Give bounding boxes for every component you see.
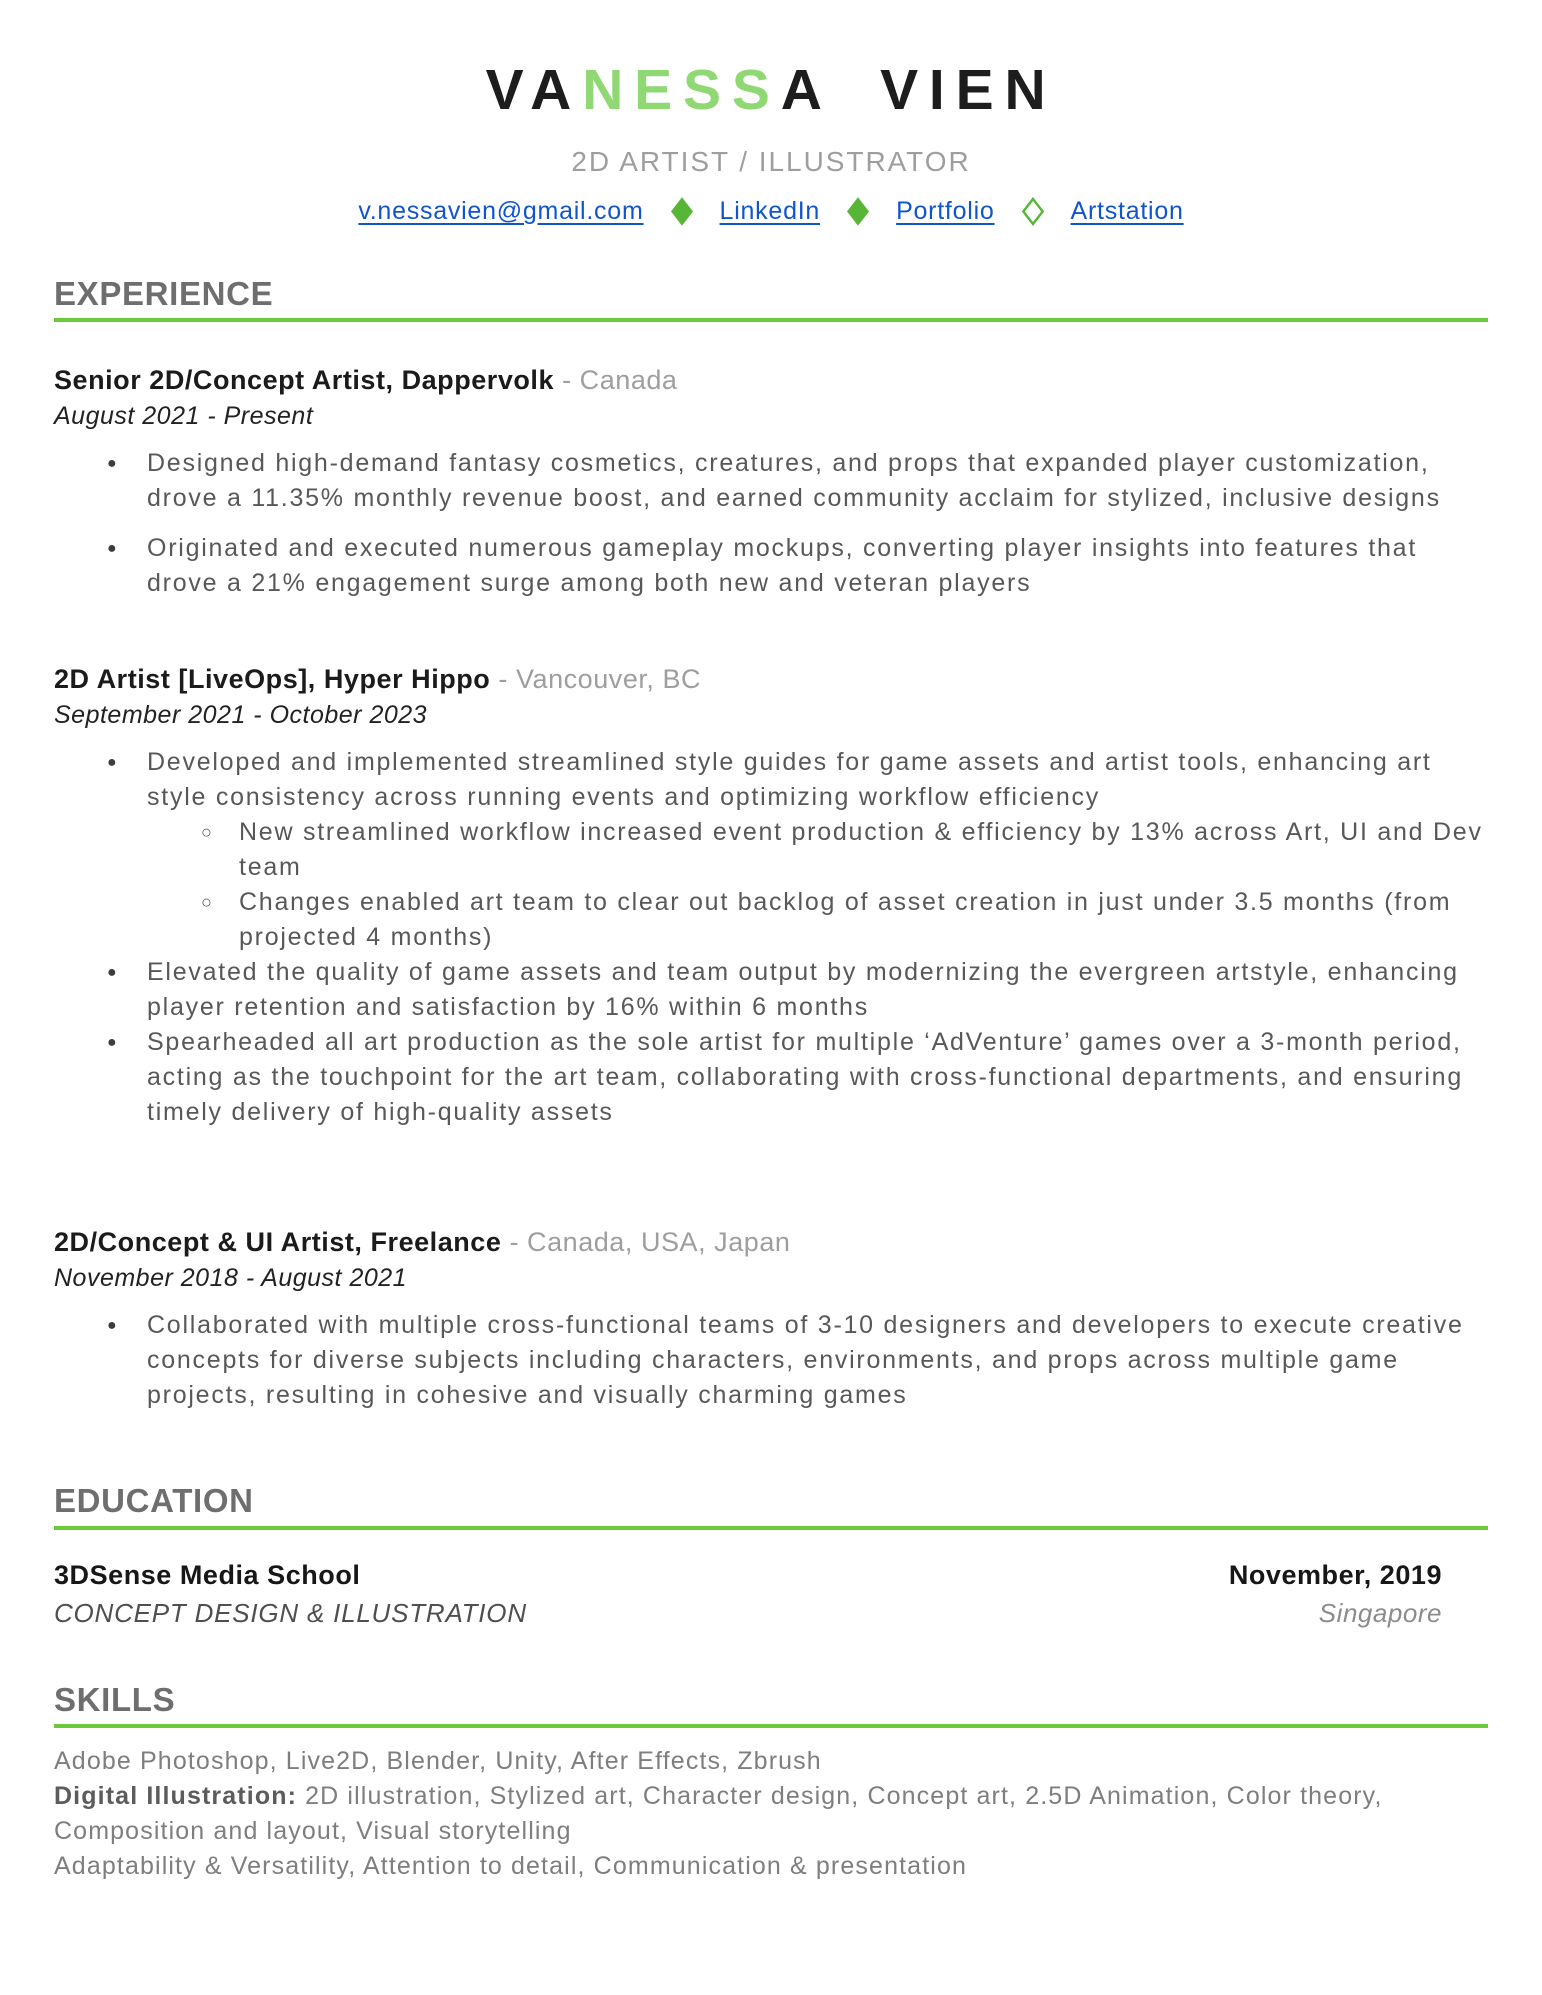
education-heading: EDUCATION	[54, 1482, 254, 1520]
name-segment: VA	[485, 58, 583, 122]
artstation-link[interactable]: Artstation	[1070, 197, 1184, 225]
skills-line-illustration	[54, 1779, 1488, 1849]
job-location: - Canada	[562, 365, 678, 396]
bullet-text: Elevated the quality of game assets and team output by modernizing the evergreen artstyle, enhancing player retention and satisfaction by 16% within 6 months	[147, 958, 1459, 1022]
job-bullet-list	[54, 1308, 1488, 1413]
skills-text	[54, 1744, 1488, 1884]
job-bullet-list	[54, 745, 1488, 1130]
job-entry-hyper-hippo	[54, 661, 1488, 1130]
section-divider	[54, 1724, 1488, 1728]
sub-bullet-item: ○ New streamlined workflow increased event production & efficiency by 13% across Art, UI and Dev team	[239, 815, 1488, 885]
job-bullet-list	[54, 446, 1488, 601]
bullet-item	[147, 1308, 1488, 1413]
diamond-outline-icon	[1022, 197, 1044, 226]
email-link[interactable]: v.nessavien@gmail.com	[358, 197, 644, 225]
school-location: Singapore	[1318, 1597, 1442, 1628]
bullet-text: Spearheaded all art production as the sole artist for multiple ‘AdVenture’ games over a 3-month period, acting as the touchpoint for the art team, collaborating with cross-functional departments, and ensuring timely delivery of high-quality assets	[147, 1028, 1463, 1127]
job-location: - Canada, USA, Japan	[509, 1227, 791, 1258]
school-name: 3DSense Media School	[54, 1559, 361, 1590]
education-row-secondary	[54, 1594, 1488, 1632]
job-dates: September 2021 - October 2023	[54, 701, 428, 730]
job-title-text: Senior 2D/Concept Artist, Dappervolk	[54, 365, 555, 396]
linkedin-link[interactable]: LinkedIn	[719, 197, 821, 225]
diamond-icon	[847, 197, 869, 226]
job-entry-freelance	[54, 1224, 1488, 1413]
skills-section	[54, 1680, 1488, 1884]
program-name: CONCEPT DESIGN & ILLUSTRATION	[54, 1597, 527, 1628]
job-dates: August 2021 - Present	[54, 402, 314, 431]
job-title-text: 2D Artist [LiveOps], Hyper Hippo	[54, 664, 491, 695]
skills-line-soft-skills: Adaptability & Versatility, Attention to detail, Communication & presentation	[54, 1852, 968, 1881]
job-title	[54, 362, 1488, 399]
job-entry-dappervolk	[54, 362, 1488, 601]
resume-header	[54, 58, 1488, 228]
bullet-item	[147, 1025, 1488, 1130]
diamond-icon	[671, 197, 693, 226]
skills-category-label: Digital Illustration:	[54, 1782, 298, 1811]
job-dates: November 2018 - August 2021	[54, 1264, 408, 1293]
section-divider	[54, 318, 1488, 322]
bullet-text: Originated and executed numerous gameplay mockups, converting player insights into features that drove a 21% engagement surge among both new and veteran players	[147, 534, 1418, 598]
contact-links	[54, 194, 1488, 228]
job-title	[54, 661, 1488, 698]
bullet-item	[147, 531, 1488, 601]
skills-line-software: Adobe Photoshop, Live2D, Blender, Unity, After Effects, Zbrush	[54, 1747, 822, 1776]
name-heading	[54, 58, 1488, 122]
bullet-text: Developed and implemented streamlined style guides for game assets and artist tools, enhancing art style consistency across running events and optimizing workflow efficiency	[147, 748, 1432, 812]
name-segment: A VIEN	[780, 58, 1057, 122]
education-entry	[54, 1556, 1488, 1632]
education-row-primary	[54, 1556, 1488, 1594]
section-divider	[54, 1526, 1488, 1530]
experience-section	[54, 275, 1488, 1413]
bullet-text: Designed high-demand fantasy cosmetics, creatures, and props that expanded player customization, drove a 11.35% monthly revenue boost, and earned community acclaim for stylized, inclusive designs	[147, 449, 1441, 513]
skills-category-items: 2D illustration, Stylized art, Character design, Concept art, 2.5D Animation, Color theory, Composition and layout, Visual storytelling	[54, 1782, 1383, 1846]
bullet-item	[147, 955, 1488, 1025]
name-segment-green: NESS	[582, 58, 781, 122]
graduation-date: November, 2019	[1228, 1559, 1442, 1590]
sub-bullet-list	[147, 815, 1488, 955]
bullet-item	[147, 745, 1488, 955]
bullet-item	[147, 446, 1488, 516]
portfolio-link[interactable]: Portfolio	[896, 197, 995, 225]
skills-heading: SKILLS	[54, 1680, 176, 1718]
experience-heading: EXPERIENCE	[54, 275, 274, 312]
job-title	[54, 1224, 1488, 1261]
bullet-text: Collaborated with multiple cross-functional teams of 3-10 designers and developers to execute creative concepts for diverse subjects including characters, environments, and props across multiple game projects, resulting in cohesive and visually charming games	[147, 1311, 1464, 1410]
education-section	[54, 1482, 1488, 1631]
job-title-text: 2D/Concept & UI Artist, Freelance	[54, 1227, 502, 1258]
job-location: - Vancouver, BC	[498, 664, 702, 695]
job-subtitle: 2D ARTIST / ILLUSTRATOR	[571, 146, 971, 177]
sub-bullet-item: ○ Changes enabled art team to clear out backlog of asset creation in just under 3.5 months (from projected 4 months)	[239, 885, 1488, 955]
